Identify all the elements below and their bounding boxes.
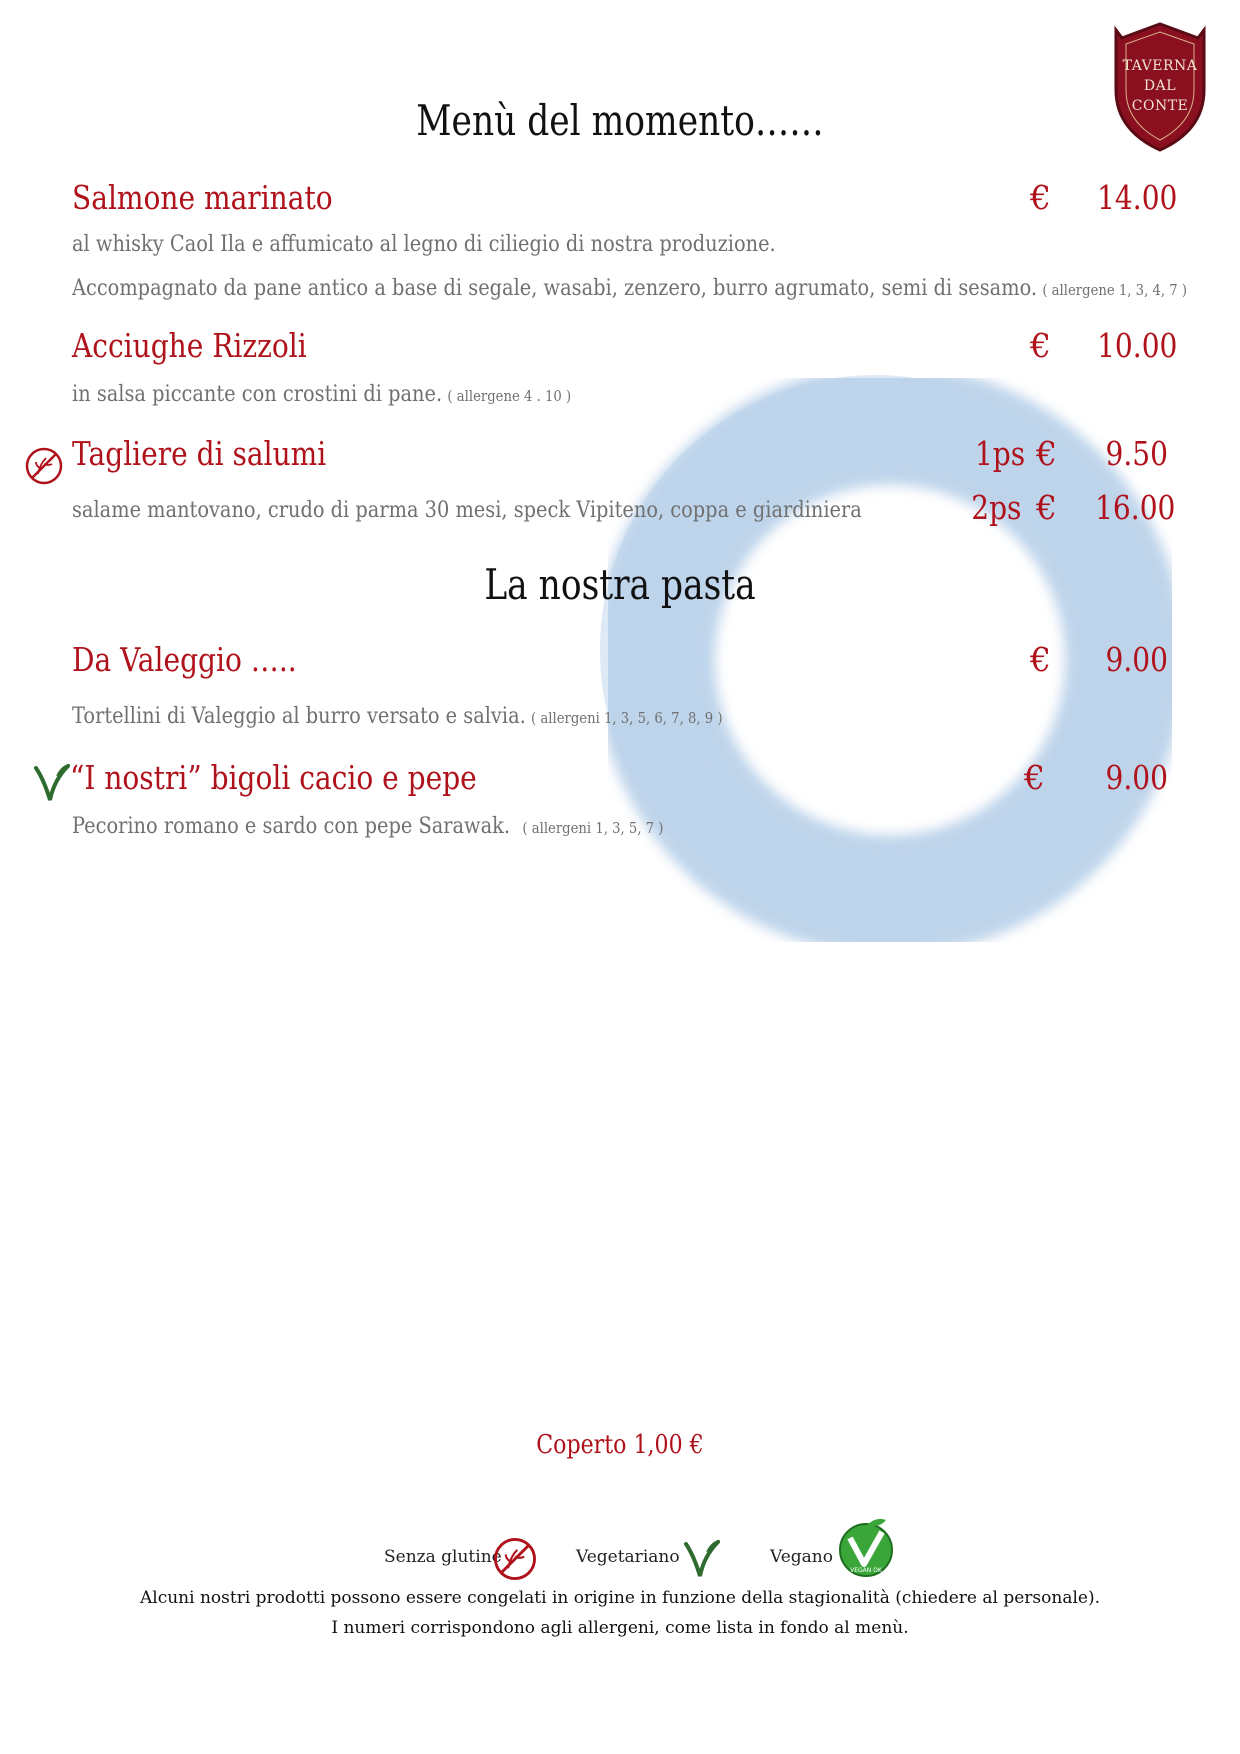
price-bigoli: [1024, 758, 1173, 797]
vegan-badge-text: VEGAN OK: [850, 1567, 882, 1574]
dish-name-tagliere: Tagliere di salumi: [72, 434, 327, 473]
currency: €: [1036, 434, 1057, 473]
footnote-line-2: I numeri corrispondono agli allergeni, come lista in fondo al menù.: [331, 1618, 909, 1638]
section-title-pasta: La nostra pasta: [484, 560, 756, 609]
currency: €: [1030, 178, 1051, 217]
portion-size: 2ps: [971, 488, 1022, 527]
logo-line-1: TAVERNA: [1122, 58, 1198, 74]
price-valeggio: [1030, 640, 1173, 679]
desc-text: Pecorino romano e sardo con pepe Sarawak.: [72, 814, 511, 839]
dish-desc-valeggio: [72, 704, 722, 729]
legend-gluten-free-label: Senza glutine: [384, 1547, 502, 1567]
currency: €: [1030, 326, 1051, 365]
price-tagliere-2: [966, 488, 1182, 527]
price-value: 16.00: [1095, 488, 1176, 527]
currency: €: [1030, 640, 1051, 679]
price-value: 9.00: [1105, 640, 1168, 679]
legend-vegetarian-icon: [682, 1536, 722, 1580]
legend-vegetarian-label: Vegetariano: [576, 1547, 680, 1567]
dish-desc-salmone-2: [72, 276, 1187, 301]
allergens-valeggio: ( allergeni 1, 3, 5, 6, 7, 8, 9 ): [531, 709, 723, 727]
price-value: 14.00: [1097, 178, 1178, 217]
legend-vegan-icon: [836, 1516, 896, 1580]
desc-text: Accompagnato da pane antico a base di segale, wasabi, zenzero, burro agrumato, semi di sesamo.: [72, 276, 1038, 301]
price-tagliere-1: [970, 434, 1173, 473]
logo-line-3: CONTE: [1131, 98, 1189, 114]
logo-line-2: DAL: [1143, 78, 1177, 94]
currency: €: [1036, 488, 1057, 527]
dish-desc-acciughe: [72, 382, 571, 407]
legend-vegan-label: Vegano: [770, 1547, 833, 1567]
legend-gluten-free-icon: [492, 1536, 538, 1582]
price-value: 10.00: [1097, 326, 1178, 365]
gluten-free-icon: [24, 446, 64, 486]
dish-name-bigoli: “I nostri” bigoli cacio e pepe: [70, 758, 477, 797]
coperto-price: Coperto 1,00 €: [536, 1430, 704, 1460]
vegetarian-icon: [32, 760, 72, 804]
desc-text: in salsa piccante con crostini di pane.: [72, 382, 443, 407]
price-value: 9.00: [1105, 758, 1168, 797]
dish-desc-salmone-1: al whisky Caol Ila e affumicato al legno di ciliegio di nostra produzione.: [72, 232, 776, 257]
price-salmone: [1030, 178, 1184, 217]
currency: €: [1024, 758, 1045, 797]
desc-text: Tortellini di Valeggio al burro versato e salvia.: [72, 704, 526, 729]
dish-name-acciughe: Acciughe Rizzoli: [72, 326, 307, 365]
section-title-momento: Menù del momento……: [416, 96, 824, 145]
allergens-salmone: ( allergene 1, 3, 4, 7 ): [1042, 281, 1188, 299]
price-acciughe: [1030, 326, 1184, 365]
allergens-acciughe: ( allergene 4 . 10 ): [447, 387, 572, 405]
footnote-line-1: Alcuni nostri prodotti possono essere congelati in origine in funzione della stagionalità (chiedere al personale).: [139, 1588, 1100, 1608]
dish-name-valeggio: Da Valeggio …..: [72, 640, 297, 679]
dish-desc-tagliere: salame mantovano, crudo di parma 30 mesi, speck Vipiteno, coppa e giardiniera: [72, 498, 862, 523]
allergens-bigoli: ( allergeni 1, 3, 5, 7 ): [522, 819, 664, 837]
dish-desc-bigoli: [72, 814, 663, 839]
dish-name-salmone: Salmone marinato: [72, 178, 333, 217]
price-value: 9.50: [1105, 434, 1168, 473]
portion-size: 1ps: [974, 434, 1026, 473]
